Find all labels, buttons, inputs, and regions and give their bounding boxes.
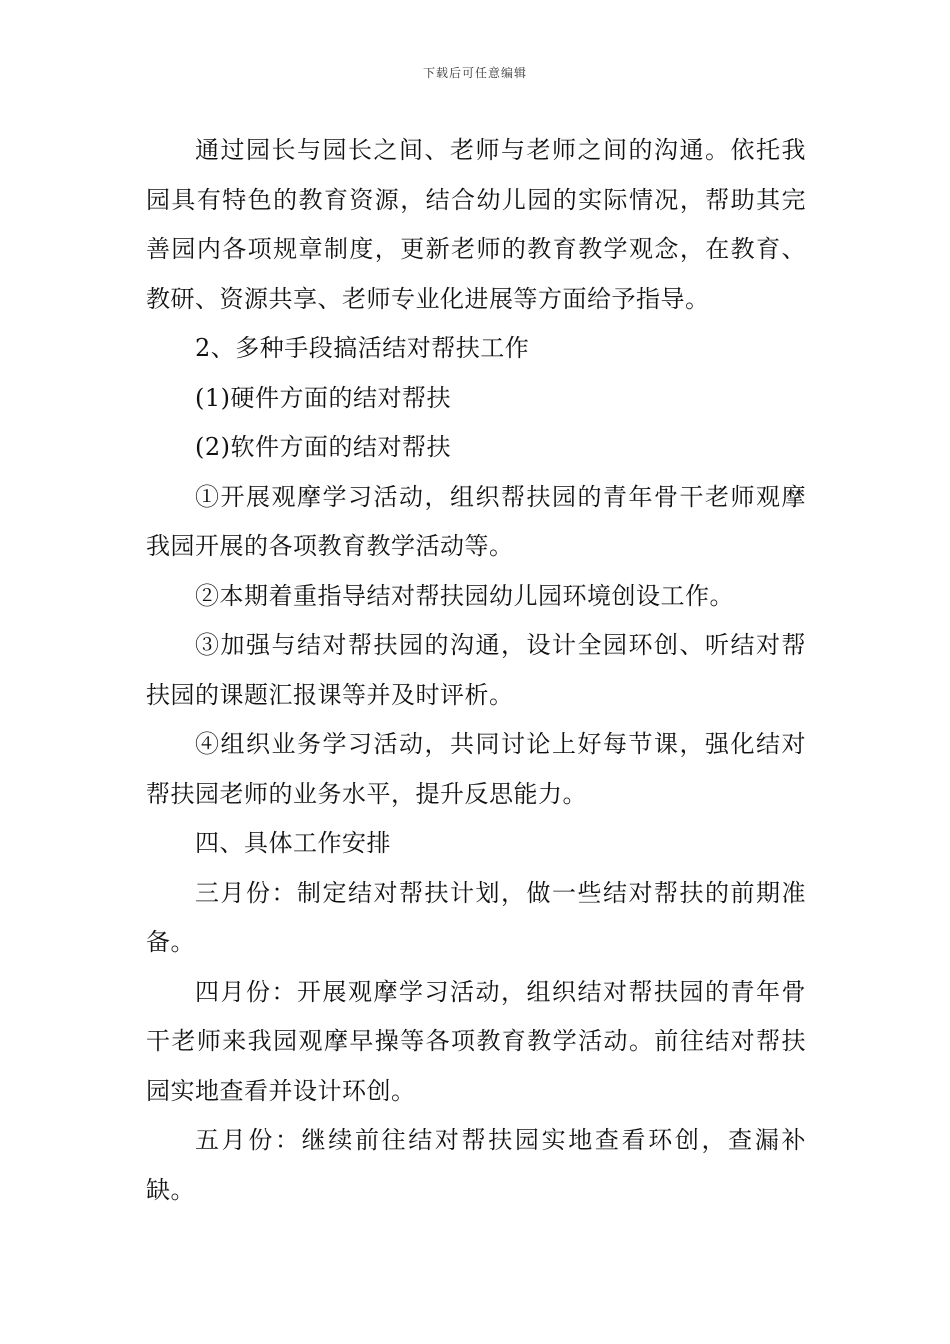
list-item-4: ④组织业务学习活动，共同讨论上好每节课，强化结对帮扶园老师的业务水平，提升反思能力。: [146, 730, 806, 808]
paragraph-intro: 通过园长与园长之间、老师与老师之间的沟通。依托我园具有特色的教育资源，结合幼儿园的实际情况，帮助其完善园内各项规章制度，更新老师的教育教学观念，在教育、教研、资源共享、老师专业化进展等方面给予指导。: [146, 136, 806, 313]
header-note: 下载后可任意编辑: [422, 66, 527, 80]
heading-methods: 2、多种手段搞活结对帮扶工作: [195, 334, 530, 362]
heading-schedule: 四、具体工作安排: [195, 829, 391, 857]
subheading-hardware: (1)硬件方面的结对帮扶: [195, 383, 451, 412]
schedule-march: 三月份：制定结对帮扶计划，做一些结对帮扶的前期准备。: [146, 878, 806, 956]
list-item-1: ①开展观摩学习活动，组织帮扶园的青年骨干老师观摩我园开展的各项教育教学活动等。: [146, 482, 806, 560]
document-body: [146, 126, 806, 1215]
list-item-2: ②本期着重指导结对帮扶园幼儿园环境创设工作。: [195, 581, 734, 610]
list-item-3: ③加强与结对帮扶园的沟通，设计全园环创、听结对帮扶园的课题汇报课等并及时评析。: [146, 631, 806, 709]
schedule-may: 五月份：继续前往结对帮扶园实地查看环创，查漏补缺。: [146, 1126, 806, 1204]
schedule-april: 四月份：开展观摩学习活动，组织结对帮扶园的青年骨干老师来我园观摩早操等各项教育教学活动。前往结对帮扶园实地查看并设计环创。: [146, 977, 806, 1105]
subheading-software: (2)软件方面的结对帮扶: [195, 433, 451, 461]
